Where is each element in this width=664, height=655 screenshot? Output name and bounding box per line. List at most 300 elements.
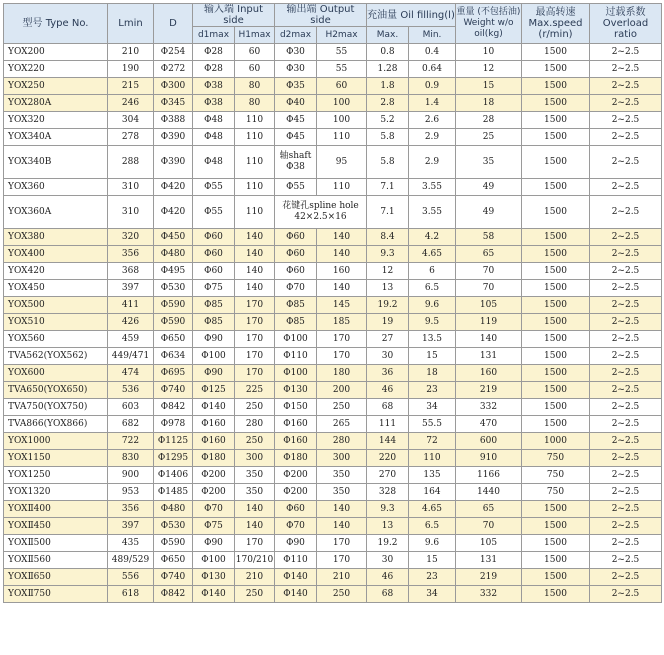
cell-model: YOX1250 [4,467,108,484]
cell-h1: 110 [235,112,275,129]
cell-model: TVA562(YOX562) [4,348,108,365]
cell-lmin: 397 [108,518,154,535]
header-type-no: 型号 Type No. [4,4,108,44]
cell-model: YOX250 [4,78,108,95]
cell-w: 600 [456,433,522,450]
cell-ratio: 2~2.5 [590,78,662,95]
cell-omax: 1.28 [367,61,409,78]
cell-omin: 23 [409,569,456,586]
cell-ratio: 2~2.5 [590,348,662,365]
cell-lmin: 215 [108,78,154,95]
cell-lmin: 536 [108,382,154,399]
cell-h2: 110 [317,179,367,196]
cell-w: 65 [456,246,522,263]
cell-spd: 750 [522,484,590,501]
cell-w: 49 [456,179,522,196]
cell-omin: 15 [409,348,456,365]
cell-omin: 34 [409,586,456,603]
cell-w: 58 [456,229,522,246]
cell-h2: 185 [317,314,367,331]
cell-d2: Φ70 [275,518,317,535]
cell-d: Φ450 [154,229,193,246]
cell-w: 25 [456,129,522,146]
cell-d: Φ590 [154,535,193,552]
cell-spd: 1500 [522,95,590,112]
cell-d2: Φ130 [275,382,317,399]
cell-d2: Φ180 [275,450,317,467]
cell-lmin: 426 [108,314,154,331]
cell-h1: 250 [235,586,275,603]
cell-w: 15 [456,78,522,95]
cell-omin: 2.6 [409,112,456,129]
cell-h2: 60 [317,78,367,95]
cell-spd: 1500 [522,146,590,179]
cell-d2: Φ60 [275,263,317,280]
cell-omin: 23 [409,382,456,399]
cell-lmin: 356 [108,501,154,518]
cell-w: 70 [456,280,522,297]
cell-d2: Φ60 [275,229,317,246]
cell-w: 35 [456,146,522,179]
cell-omin: 1.4 [409,95,456,112]
cell-omin: 6.5 [409,518,456,535]
table-row [4,196,662,229]
cell-h2: 350 [317,484,367,501]
cell-w: 332 [456,586,522,603]
cell-d: Φ420 [154,179,193,196]
cell-d1: Φ100 [193,552,235,569]
cell-model: YOX450 [4,280,108,297]
cell-h1: 140 [235,246,275,263]
table-row [4,61,662,78]
cell-w: 219 [456,382,522,399]
cell-lmin: 246 [108,95,154,112]
cell-spd: 1500 [522,129,590,146]
table-row [4,146,662,179]
cell-omin: 3.55 [409,196,456,229]
cell-d1: Φ55 [193,179,235,196]
cell-omax: 111 [367,416,409,433]
cell-d1: Φ60 [193,246,235,263]
cell-omax: 12 [367,263,409,280]
header-input-side: 输入端 Input side [193,4,275,27]
cell-h1: 140 [235,518,275,535]
cell-h2: 170 [317,535,367,552]
cell-model: YOX200 [4,44,108,61]
cell-model: YOXⅡ650 [4,569,108,586]
cell-ratio: 2~2.5 [590,450,662,467]
cell-d: Φ842 [154,586,193,603]
table-row [4,552,662,569]
cell-w: 131 [456,552,522,569]
cell-h1: 170 [235,348,275,365]
cell-w: 1440 [456,484,522,501]
cell-spd: 1500 [522,399,590,416]
cell-model: TVA750(YOX750) [4,399,108,416]
cell-h1: 350 [235,467,275,484]
table-row [4,501,662,518]
cell-omin: 6.5 [409,280,456,297]
cell-h1: 110 [235,146,275,179]
cell-model: YOX220 [4,61,108,78]
cell-lmin: 310 [108,196,154,229]
cell-w: 119 [456,314,522,331]
cell-h2: 140 [317,518,367,535]
cell-h2: 200 [317,382,367,399]
cell-lmin: 435 [108,535,154,552]
cell-model: YOX510 [4,314,108,331]
cell-omin: 0.9 [409,78,456,95]
cell-lmin: 210 [108,44,154,61]
table-row [4,416,662,433]
cell-d1: Φ90 [193,535,235,552]
cell-omax: 5.2 [367,112,409,129]
cell-h2: 160 [317,263,367,280]
cell-omin: 3.55 [409,179,456,196]
cell-d2: Φ85 [275,314,317,331]
table-row [4,263,662,280]
cell-d2: Φ35 [275,78,317,95]
cell-h2: 300 [317,450,367,467]
cell-ratio: 2~2.5 [590,61,662,78]
cell-spd: 750 [522,450,590,467]
cell-h2: 140 [317,229,367,246]
cell-h1: 210 [235,569,275,586]
cell-omin: 164 [409,484,456,501]
cell-ratio: 2~2.5 [590,467,662,484]
cell-omin: 135 [409,467,456,484]
cell-w: 49 [456,196,522,229]
cell-omax: 1.8 [367,78,409,95]
cell-d2: Φ70 [275,280,317,297]
cell-omin: 13.5 [409,331,456,348]
cell-spd: 1500 [522,44,590,61]
cell-d: Φ978 [154,416,193,433]
cell-h2: 350 [317,467,367,484]
cell-w: 1166 [456,467,522,484]
cell-d1: Φ130 [193,569,235,586]
cell-omax: 68 [367,399,409,416]
cell-lmin: 830 [108,450,154,467]
cell-d: Φ388 [154,112,193,129]
cell-ratio: 2~2.5 [590,297,662,314]
cell-omax: 5.8 [367,146,409,179]
cell-h1: 280 [235,416,275,433]
cell-d: Φ480 [154,246,193,263]
cell-model: YOXⅡ750 [4,586,108,603]
cell-model: YOX420 [4,263,108,280]
cell-model: YOX360 [4,179,108,196]
cell-d: Φ1485 [154,484,193,501]
cell-d1: Φ200 [193,484,235,501]
cell-h1: 170 [235,297,275,314]
cell-d2: Φ200 [275,467,317,484]
cell-d2: Φ85 [275,297,317,314]
cell-w: 105 [456,297,522,314]
cell-spd: 1500 [522,229,590,246]
cell-omax: 68 [367,586,409,603]
cell-omax: 13 [367,280,409,297]
cell-h2: 95 [317,146,367,179]
cell-lmin: 356 [108,246,154,263]
cell-h1: 140 [235,229,275,246]
cell-d1: Φ85 [193,297,235,314]
cell-omax: 220 [367,450,409,467]
cell-omax: 5.8 [367,129,409,146]
cell-d1: Φ48 [193,112,235,129]
cell-h2: 55 [317,44,367,61]
cell-spd: 1500 [522,314,590,331]
cell-ratio: 2~2.5 [590,196,662,229]
cell-h2: 170 [317,331,367,348]
table-row [4,484,662,501]
cell-omax: 30 [367,348,409,365]
table-row [4,297,662,314]
cell-spd: 1500 [522,61,590,78]
cell-ratio: 2~2.5 [590,416,662,433]
cell-w: 105 [456,535,522,552]
cell-omax: 8.4 [367,229,409,246]
cell-d: Φ740 [154,382,193,399]
header-lmin: Lmin [108,4,154,44]
cell-h1: 140 [235,263,275,280]
cell-omax: 328 [367,484,409,501]
table-row [4,569,662,586]
cell-omin: 2.9 [409,146,456,179]
cell-h2: 140 [317,280,367,297]
cell-ratio: 2~2.5 [590,44,662,61]
cell-spd: 1500 [522,552,590,569]
cell-omin: 15 [409,552,456,569]
cell-d: Φ530 [154,518,193,535]
cell-d: Φ740 [154,569,193,586]
cell-model: YOX280A [4,95,108,112]
cell-h1: 80 [235,95,275,112]
cell-d1: Φ38 [193,95,235,112]
table-row [4,348,662,365]
cell-omax: 46 [367,569,409,586]
cell-d2: Φ30 [275,44,317,61]
cell-spd: 1500 [522,569,590,586]
cell-d1: Φ100 [193,348,235,365]
cell-d: Φ634 [154,348,193,365]
cell-h2: 100 [317,95,367,112]
cell-ratio: 2~2.5 [590,95,662,112]
cell-w: 219 [456,569,522,586]
cell-lmin: 556 [108,569,154,586]
cell-lmin: 459 [108,331,154,348]
header-h1max: H1max [235,27,275,44]
cell-model: TVA650(YOX650) [4,382,108,399]
cell-ratio: 2~2.5 [590,146,662,179]
cell-d1: Φ85 [193,314,235,331]
cell-omin: 72 [409,433,456,450]
cell-d: Φ300 [154,78,193,95]
cell-h2: 170 [317,348,367,365]
header-output-side: 输出端 Output side [275,4,367,27]
cell-model: YOXⅡ560 [4,552,108,569]
cell-d1: Φ60 [193,263,235,280]
cell-d1: Φ90 [193,331,235,348]
cell-d1: Φ38 [193,78,235,95]
cell-h1: 300 [235,450,275,467]
header-d: D [154,4,193,44]
table-row [4,229,662,246]
cell-d1: Φ48 [193,146,235,179]
cell-d: Φ1295 [154,450,193,467]
cell-h2: 100 [317,112,367,129]
cell-d: Φ390 [154,129,193,146]
cell-spd: 1500 [522,78,590,95]
cell-ratio: 2~2.5 [590,229,662,246]
cell-d: Φ345 [154,95,193,112]
cell-lmin: 474 [108,365,154,382]
header-h2max: H2max [317,27,367,44]
cell-omin: 4.2 [409,229,456,246]
cell-d1: Φ48 [193,129,235,146]
cell-omax: 7.1 [367,179,409,196]
cell-d: Φ254 [154,44,193,61]
cell-model: YOX1000 [4,433,108,450]
cell-h1: 170 [235,331,275,348]
cell-model: YOXⅡ450 [4,518,108,535]
table-row [4,433,662,450]
cell-h2: 265 [317,416,367,433]
cell-w: 70 [456,263,522,280]
cell-d2: Φ55 [275,179,317,196]
cell-h1: 80 [235,78,275,95]
cell-w: 131 [456,348,522,365]
cell-w: 140 [456,331,522,348]
cell-h2: 140 [317,246,367,263]
cell-d2: Φ60 [275,246,317,263]
table-body [4,44,662,603]
cell-ratio: 2~2.5 [590,399,662,416]
cell-spd: 1500 [522,263,590,280]
cell-spd: 1500 [522,331,590,348]
cell-lmin: 320 [108,229,154,246]
cell-d1: Φ140 [193,586,235,603]
cell-omin: 34 [409,399,456,416]
cell-ratio: 2~2.5 [590,246,662,263]
cell-lmin: 278 [108,129,154,146]
cell-h2: 55 [317,61,367,78]
cell-spd: 1500 [522,365,590,382]
cell-model: YOX340A [4,129,108,146]
cell-omax: 2.8 [367,95,409,112]
cell-omax: 9.3 [367,501,409,518]
cell-w: 12 [456,61,522,78]
cell-h2: 250 [317,399,367,416]
cell-model: YOX560 [4,331,108,348]
table-row [4,280,662,297]
cell-model: YOX380 [4,229,108,246]
cell-d: Φ695 [154,365,193,382]
cell-omin: 4.65 [409,246,456,263]
cell-h1: 250 [235,399,275,416]
cell-spd: 1500 [522,586,590,603]
cell-d1: Φ60 [193,229,235,246]
cell-d: Φ530 [154,280,193,297]
cell-spd: 1500 [522,246,590,263]
cell-lmin: 397 [108,280,154,297]
table-row [4,450,662,467]
cell-h2: 280 [317,433,367,450]
cell-d2: Φ90 [275,535,317,552]
cell-d1: Φ75 [193,280,235,297]
cell-spd: 1500 [522,179,590,196]
cell-w: 470 [456,416,522,433]
cell-h2: 180 [317,365,367,382]
cell-model: YOX360A [4,196,108,229]
cell-d1: Φ160 [193,416,235,433]
cell-w: 910 [456,450,522,467]
cell-ratio: 2~2.5 [590,569,662,586]
cell-lmin: 603 [108,399,154,416]
cell-spd: 1500 [522,535,590,552]
cell-d1: Φ28 [193,44,235,61]
cell-omin: 0.64 [409,61,456,78]
cell-omax: 46 [367,382,409,399]
cell-d1: Φ200 [193,467,235,484]
cell-spd: 750 [522,467,590,484]
cell-d2: Φ100 [275,365,317,382]
cell-lmin: 900 [108,467,154,484]
table-row [4,44,662,61]
header-oil-filling: 充油量 Oil filling(l) [367,4,456,27]
cell-omin: 110 [409,450,456,467]
cell-lmin: 304 [108,112,154,129]
cell-omax: 9.3 [367,246,409,263]
cell-w: 28 [456,112,522,129]
table-row [4,78,662,95]
cell-model: YOX1150 [4,450,108,467]
header-max-speed: 最高转速 Max.speed (r/min) [522,4,590,44]
cell-lmin: 449/471 [108,348,154,365]
cell-model: YOXⅡ400 [4,501,108,518]
cell-model: YOX600 [4,365,108,382]
cell-d2: Φ160 [275,416,317,433]
cell-ratio: 2~2.5 [590,263,662,280]
cell-omin: 9.6 [409,535,456,552]
cell-omax: 30 [367,552,409,569]
header-overload-ratio: 过载系数 Overload ratio [590,4,662,44]
cell-omin: 9.6 [409,297,456,314]
cell-h2: 170 [317,552,367,569]
table-row [4,518,662,535]
cell-d2: Φ45 [275,112,317,129]
header-weight: 重量 (不包括油) Weight w/o oil(kg) [456,4,522,44]
cell-d1: Φ180 [193,450,235,467]
cell-omax: 19.2 [367,535,409,552]
table-header [4,4,662,44]
cell-d2: 轴shaft Φ38 [275,146,317,179]
table-row [4,95,662,112]
cell-d1: Φ75 [193,518,235,535]
table-row [4,112,662,129]
cell-ratio: 2~2.5 [590,552,662,569]
cell-ratio: 2~2.5 [590,484,662,501]
cell-omax: 13 [367,518,409,535]
cell-spd: 1500 [522,348,590,365]
cell-spd: 1500 [522,280,590,297]
cell-lmin: 190 [108,61,154,78]
cell-d1: Φ140 [193,399,235,416]
cell-d: Φ590 [154,314,193,331]
cell-d1: Φ90 [193,365,235,382]
cell-d2: Φ110 [275,552,317,569]
cell-d1: Φ28 [193,61,235,78]
